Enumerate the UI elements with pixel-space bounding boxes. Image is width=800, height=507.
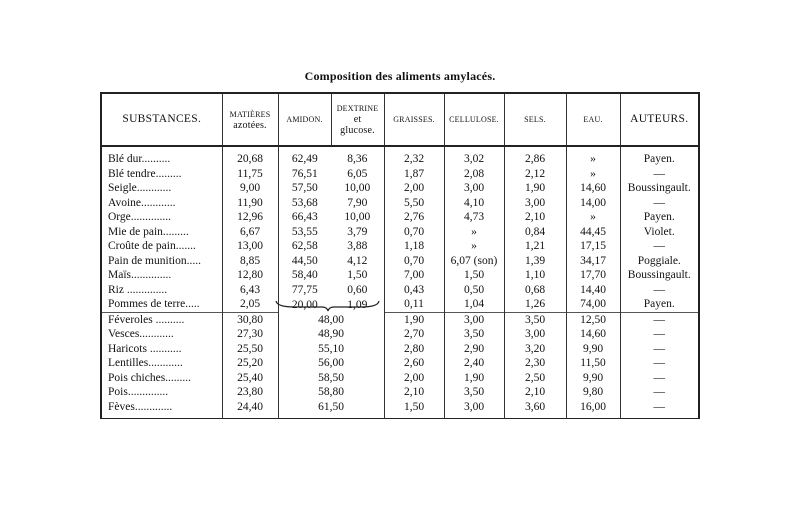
eau-cell: 14,00: [566, 196, 620, 211]
table-row: [101, 196, 699, 211]
eau-cell: »: [566, 146, 620, 167]
substance-cell: Blé tendre.........: [108, 167, 182, 180]
eau-cell: 34,17: [566, 254, 620, 269]
sels-cell: 3,00: [504, 327, 566, 342]
azotees-cell: 12,80: [222, 268, 278, 283]
sels-cell: 1,39: [504, 254, 566, 269]
table-row: [101, 146, 699, 167]
auteur-cell: —: [620, 239, 699, 254]
azotees-cell: 25,40: [222, 371, 278, 386]
table-row: [101, 181, 699, 196]
azotees-cell: 11,75: [222, 167, 278, 182]
sels-cell: 2,86: [504, 146, 566, 167]
auteur-cell: Payen.: [620, 297, 699, 312]
sels-cell: 2,12: [504, 167, 566, 182]
eau-cell: 16,00: [566, 400, 620, 419]
amidon-dextrine-cell: 56,00: [278, 356, 384, 371]
substance-cell: Orge..............: [108, 211, 172, 224]
dextrine-cell: 8,36: [347, 153, 368, 166]
amidon-cell: 62,49: [278, 146, 331, 167]
eau-cell: 14,60: [566, 327, 620, 342]
auteur-cell: Boussingault.: [620, 181, 699, 196]
eau-cell: 11,50: [566, 356, 620, 371]
substance-cell: Croûte de pain.......: [108, 240, 196, 253]
eau-cell: »: [566, 210, 620, 225]
dextrine-cell: 3,88: [347, 240, 368, 253]
graisses-cell: 0,70: [384, 225, 444, 240]
sels-cell: 1,26: [504, 297, 566, 312]
dextrine-cell: 1,09: [347, 298, 368, 311]
eau-cell: »: [566, 167, 620, 182]
header-substances: SUBSTANCES.: [101, 93, 222, 146]
graisses-cell: 1,90: [384, 312, 444, 327]
azotees-cell: 20,68: [222, 146, 278, 167]
header-azotees: azotées.: [233, 119, 267, 131]
azotees-cell: 11,90: [222, 196, 278, 211]
amidon-cell: 53,55: [278, 225, 331, 240]
cellulose-cell: »: [444, 239, 504, 254]
cellulose-cell: 3,00: [444, 400, 504, 419]
amidon-dextrine-cell: 58,50: [278, 371, 384, 386]
table-row: [101, 371, 699, 386]
auteur-cell: —: [620, 342, 699, 357]
substance-cell: Pois..............: [108, 386, 169, 399]
azotees-cell: 25,20: [222, 356, 278, 371]
eau-cell: 9,90: [566, 342, 620, 357]
eau-cell: 9,90: [566, 371, 620, 386]
auteur-cell: —: [620, 356, 699, 371]
substance-cell: Maïs..............: [108, 269, 172, 282]
azotees-cell: 27,30: [222, 327, 278, 342]
auteur-cell: Boussingault.: [620, 268, 699, 283]
amidon-cell: 77,75: [278, 283, 331, 298]
table-row: [101, 167, 699, 182]
sels-cell: 3,20: [504, 342, 566, 357]
header-dextrine: DEXTRINE: [336, 104, 379, 113]
table-row: [101, 312, 699, 327]
azotees-cell: 13,00: [222, 239, 278, 254]
amidon-cell: 76,51: [278, 167, 331, 182]
substance-cell: Riz ..............: [108, 283, 168, 296]
graisses-cell: 0,43: [384, 283, 444, 298]
azotees-cell: 6,43: [222, 283, 278, 298]
table-row: [101, 356, 699, 371]
cellulose-cell: 1,50: [444, 268, 504, 283]
header-amidon: AMIDON.: [278, 93, 331, 146]
substance-cell: Mie de pain.........: [108, 225, 189, 238]
cellulose-cell: 3,50: [444, 385, 504, 400]
cellulose-cell: 4,73: [444, 210, 504, 225]
auteur-cell: —: [620, 385, 699, 400]
graisses-cell: 0,11: [384, 297, 444, 312]
cellulose-cell: 3,00: [444, 181, 504, 196]
table-row: [101, 400, 699, 419]
auteur-cell: —: [620, 312, 699, 327]
amidon-cell: 66,43: [278, 210, 331, 225]
dextrine-cell: 6,05: [347, 167, 368, 180]
cellulose-cell: 3,00: [444, 312, 504, 327]
amidon-cell: 62,58: [278, 239, 331, 254]
amidon-cell: 44,50: [278, 254, 331, 269]
cellulose-cell: 3,50: [444, 327, 504, 342]
eau-cell: 14,60: [566, 181, 620, 196]
azotees-cell: 24,40: [222, 400, 278, 419]
amidon-dextrine-cell: 48,00: [278, 312, 384, 327]
substance-cell: Pommes de terre.....: [108, 298, 200, 311]
graisses-cell: 2,32: [384, 146, 444, 167]
substance-cell: Pois chiches.........: [108, 371, 192, 384]
sels-cell: 0,68: [504, 283, 566, 298]
azotees-cell: 25,50: [222, 342, 278, 357]
substance-cell: Pain de munition.....: [108, 254, 201, 267]
merge-brace: [275, 300, 380, 312]
azotees-cell: 8,85: [222, 254, 278, 269]
azotees-cell: 23,80: [222, 385, 278, 400]
graisses-cell: 2,80: [384, 342, 444, 357]
table-row: [101, 254, 699, 269]
auteur-cell: —: [620, 400, 699, 419]
eau-cell: 12,50: [566, 312, 620, 327]
graisses-cell: 1,50: [384, 400, 444, 419]
azotees-cell: 2,05: [222, 297, 278, 312]
dextrine-cell: 1,50: [347, 269, 368, 282]
header-row: [101, 93, 699, 146]
dextrine-cell: 0,60: [347, 283, 368, 296]
header-et: et: [353, 114, 362, 125]
substance-cell: Fèves.............: [108, 400, 173, 413]
cellulose-cell: »: [444, 225, 504, 240]
header-glucose: glucose.: [340, 125, 375, 136]
auteur-cell: —: [620, 196, 699, 211]
auteur-cell: Poggiale.: [620, 254, 699, 269]
table-row: [101, 210, 699, 225]
eau-cell: 17,70: [566, 268, 620, 283]
graisses-cell: 1,87: [384, 167, 444, 182]
sels-cell: 0,84: [504, 225, 566, 240]
substance-cell: Lentilles............: [108, 357, 183, 370]
table-row: [101, 283, 699, 298]
header-cellulose: CELLULOSE.: [444, 93, 504, 146]
cellulose-cell: 4,10: [444, 196, 504, 211]
amidon-dextrine-cell: 61,50: [278, 400, 384, 419]
cellulose-cell: 1,90: [444, 371, 504, 386]
sels-cell: 1,90: [504, 181, 566, 196]
composition-table: [100, 92, 700, 419]
header-matieres: MATIÈRES: [229, 109, 271, 119]
cellulose-cell: 6,07 (son): [444, 254, 504, 269]
header-eau: EAU.: [566, 93, 620, 146]
amidon-cell: 20,00: [278, 297, 331, 312]
sels-cell: 3,50: [504, 312, 566, 327]
dextrine-cell: 10,00: [344, 182, 371, 195]
header-dextrine-glucose: [331, 93, 384, 146]
cellulose-cell: 1,04: [444, 297, 504, 312]
graisses-cell: 1,18: [384, 239, 444, 254]
substance-cell: Seigle............: [108, 182, 172, 195]
substance-cell: Blé dur..........: [108, 153, 171, 166]
graisses-cell: 0,70: [384, 254, 444, 269]
amidon-dextrine-cell: 55,10: [278, 342, 384, 357]
dextrine-cell: 3,79: [347, 225, 368, 238]
graisses-cell: 2,60: [384, 356, 444, 371]
cellulose-cell: 2,40: [444, 356, 504, 371]
azotees-cell: 9,00: [222, 181, 278, 196]
sels-cell: 2,10: [504, 385, 566, 400]
table-caption: Composition des aliments amylacés.: [304, 69, 496, 83]
dextrine-cell: 10,00: [344, 211, 371, 224]
cellulose-cell: 3,02: [444, 146, 504, 167]
cellulose-cell: 2,90: [444, 342, 504, 357]
auteur-cell: —: [620, 167, 699, 182]
dextrine-cell: 4,12: [347, 254, 368, 267]
sels-cell: 3,60: [504, 400, 566, 419]
graisses-cell: 7,00: [384, 268, 444, 283]
graisses-cell: 2,70: [384, 327, 444, 342]
substance-cell: Vesces............: [108, 328, 174, 341]
eau-cell: 17,15: [566, 239, 620, 254]
azotees-cell: 6,67: [222, 225, 278, 240]
graisses-cell: 2,00: [384, 181, 444, 196]
table-row: [101, 385, 699, 400]
header-graisses: GRAISSES.: [384, 93, 444, 146]
header-auteurs: AUTEURS.: [620, 93, 699, 146]
auteur-cell: —: [620, 371, 699, 386]
sels-cell: 2,10: [504, 210, 566, 225]
sels-cell: 1,10: [504, 268, 566, 283]
eau-cell: 74,00: [566, 297, 620, 312]
cellulose-cell: 2,08: [444, 167, 504, 182]
table-row: [101, 268, 699, 283]
cellulose-cell: 0,50: [444, 283, 504, 298]
eau-cell: 44,45: [566, 225, 620, 240]
graisses-cell: 5,50: [384, 196, 444, 211]
substance-cell: Haricots ...........: [108, 342, 182, 355]
amidon-cell: 58,40: [278, 268, 331, 283]
table-row: [101, 225, 699, 240]
auteur-cell: Payen.: [620, 210, 699, 225]
substance-cell: Avoine............: [108, 196, 176, 209]
graisses-cell: 2,00: [384, 371, 444, 386]
auteur-cell: —: [620, 283, 699, 298]
sels-cell: 1,21: [504, 239, 566, 254]
sels-cell: 2,30: [504, 356, 566, 371]
azotees-cell: 30,80: [222, 312, 278, 327]
table-row: [101, 239, 699, 254]
dextrine-cell: 7,90: [347, 196, 368, 209]
graisses-cell: 2,76: [384, 210, 444, 225]
graisses-cell: 2,10: [384, 385, 444, 400]
substance-cell: Féveroles ..........: [101, 312, 222, 327]
auteur-cell: Payen.: [620, 146, 699, 167]
amidon-dextrine-cell: 58,80: [278, 385, 384, 400]
azotees-cell: 12,96: [222, 210, 278, 225]
header-matieres-azotees: [222, 93, 278, 146]
auteur-cell: Violet.: [620, 225, 699, 240]
sels-cell: 2,50: [504, 371, 566, 386]
eau-cell: 14,40: [566, 283, 620, 298]
amidon-cell: 57,50: [278, 181, 331, 196]
amidon-dextrine-cell: 48,90: [278, 327, 384, 342]
amidon-cell: 53,68: [278, 196, 331, 211]
eau-cell: 9,80: [566, 385, 620, 400]
auteur-cell: —: [620, 327, 699, 342]
table-row: [101, 297, 699, 312]
header-sels: SELS.: [504, 93, 566, 146]
table-row: [101, 342, 699, 357]
table-row: [101, 327, 699, 342]
sels-cell: 3,00: [504, 196, 566, 211]
